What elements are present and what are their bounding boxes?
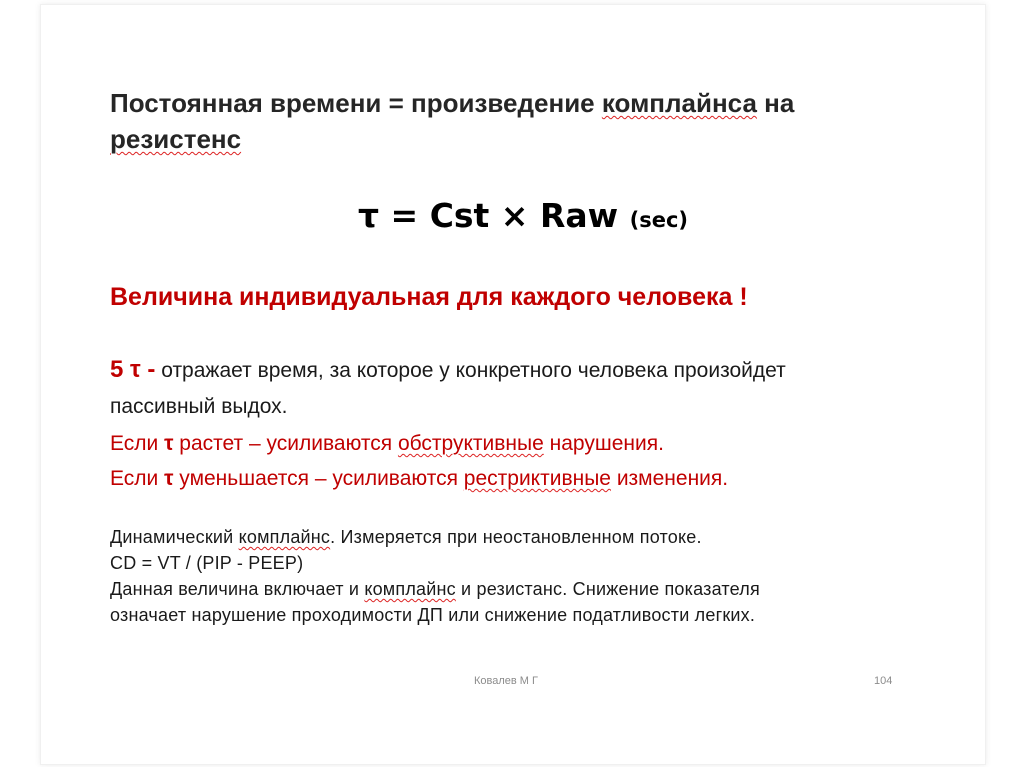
heading-word-compliance: комплайнса (601, 88, 757, 118)
if-tau-increases-line (110, 432, 930, 456)
formula-unit: (sec) (629, 208, 689, 232)
formula-main: τ = Cst × Raw (358, 196, 619, 235)
if-line-suffix: изменения. (610, 467, 729, 490)
tau-symbol: τ (164, 467, 174, 490)
if-line-underlined-word: рестриктивные (463, 467, 611, 490)
heading-part2: на (756, 88, 795, 118)
dynamic-line3 (110, 576, 930, 602)
five-tau-paragraph (110, 352, 930, 425)
dynamic-line1-post: . Измеряется при неостановленном потоке. (330, 527, 702, 547)
if-line-prefix: Если (110, 467, 165, 490)
individual-value-heading: Величина индивидуальная для каждого человека ! (110, 283, 748, 311)
dynamic-line3-pre: Данная величина включает и (110, 579, 365, 599)
time-constant-formula (358, 196, 778, 235)
dynamic-line1 (110, 524, 930, 550)
dynamic-line3-underlined: комплайнс (364, 579, 456, 599)
heading-part1: Постоянная времени = произведение (110, 88, 602, 118)
heading-word-resistance: резистенс (110, 124, 242, 154)
if-line-underlined-word: обструктивные (397, 432, 544, 455)
footer-author: Ковалев М Г (474, 675, 538, 687)
dynamic-line4: означает нарушение проходимости ДП или снижение податливости легких. (110, 605, 756, 625)
dynamic-formula-line: CD = VT / (PIP - PEEP) (110, 553, 304, 573)
dynamic-line1-pre: Динамический (110, 527, 239, 547)
if-tau-decreases-line (110, 467, 930, 491)
if-line-prefix: Если (110, 432, 165, 455)
if-line-suffix: нарушения. (543, 432, 664, 455)
dynamic-compliance-block (110, 524, 930, 628)
five-tau-text-line1: отражает время, за которое у конкретного человека произойдет (155, 359, 786, 382)
dynamic-line3-post: и резистанс. Снижение показателя (455, 579, 760, 599)
if-line-middle: растет – усиливаются (173, 432, 398, 455)
tau-symbol: τ (164, 432, 174, 455)
five-tau-text-line2: пассивный выдох. (110, 395, 288, 418)
five-tau-label: 5 τ - (110, 356, 156, 383)
footer-page-number: 104 (874, 675, 893, 687)
dynamic-line1-underlined: комплайнс (238, 527, 331, 547)
if-line-middle: уменьшается – усиливаются (173, 467, 464, 490)
slide-heading (110, 85, 910, 157)
